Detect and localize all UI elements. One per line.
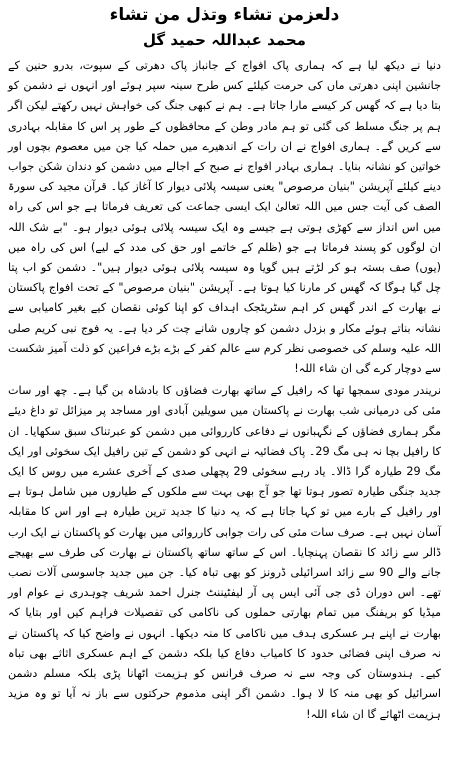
article-paragraph-2: نریندر مودی سمجھا تھا کہ رافیل کے ساتھ بھارت فضاؤں کا بادشاہ بن گیا ہے۔ چھ اور سات مئی کی درمیانی شب بھارت نے پاکستان میں سویلین آبادی اور مساجد پر میزائل تو داغ دیئے مگر ہماری فضاؤں کے نگہبانوں نے دفاعی کارروائی میں دشمن کو عبرتناک سبق سکھایا۔ ان کا رافیل بچا نہ ہی مگ 29۔ پاک فضائیہ نے انہی کو دشمن کے تین رافیل ایک سخوئی اور ایک مگ 29 طیارہ گرا ڈالا۔ یاد رہے سخوئی 29 پچھلی صدی کے آخری عشرے میں روس کا ایک جدید جنگی طیارہ تصور ہوتا تھا جو آج بھی بہت سے ملکوں کے طیاروں میں شامل ہوتا ہے اور رافیل کے بارے میں تو کہا جاتا ہے کہ یہ دنیا کا جدید ترین طیارہ ہے اور اس کا مقابلہ آسان نہیں ہے۔ صرف سات مئی کی رات جوابی کارروائی میں بھارت کو پاکستان نے ایک ارب ڈالر سے زائد کا نقصان پہنچایا۔ اس کے ساتھ ساتھ پاکستان نے بھارت کی طرف سے بھیجے جانے والے 90 سے زائد اسرائیلی ڈرونز کو بھی تباہ کیا۔ جن میں جدید جاسوسی آلات نصب تھے۔ اس دوران ڈی جی آئی ایس پی آر لیفٹیننٹ جنرل احمد شریف چوہدری نے عوام اور میڈیا کو بریفنگ میں تمام بھارتی حملوں کی ناکامی کی تفصیلات فراہم کیں اور بتایا کہ بھارت نے اپنے ہر عسکری ہدف میں ناکامی کا منہ دیکھا۔ انہوں نے واضح کیا کہ پاکستان نے نہ صرف اپنی فضائی حدود کا کامیاب دفاع کیا بلکہ دشمن کے اہم عسکری اثاثے بھی تباہ کیے۔ ہندوستان کی وجہ سے نہ صرف فرانس کو ہزیمت اٹھانا پڑی بلکہ مسلم دشمن اسرائیل کو بھی منہ کا لا ہوا۔ دشمن اگر اپنی مذموم حرکتوں سے باز نہ آیا تو وہ مزید ہزیمت اٹھائے گا ان شاء اللہ! bbox=[8, 384, 441, 721]
article-author: محمد عبداللہ حمید گل bbox=[143, 31, 306, 49]
article-paragraph-1: دنیا نے دیکھ لیا ہے کہ ہماری پاک افواج کے جانباز پاک دھرتی کے سپوت، بدرو حنین کے جانشین اپنی دھرتی ماں کی حرمت کیلئے کس طرح سینہ سپر ہوئے اور انہوں نے دشمن کو بتا دیا ہے کہ گھس کر کیسے مارا جاتا ہے۔ ہم نے کبھی جنگ کی خواہش نہیں رکھتے لیکن اگر ہم پر جنگ مسلط کی گئی تو ہم مادر وطن کے محافظوں کے طور پر اس کا مقابلہ بہادری سے کریں گے۔ ہماری افواج نے ان رات کے اندھیرے میں حملہ کیا جن میں معصوم بچوں اور خواتین کو نشانہ بنایا۔ ہماری بہادر افواج نے صبح کے اجالے میں دشمن کو دندان شکن جواب دینے کیلئے آپریشن "بنیان مرصوص" یعنی سیسہ پلائی دیوار کا آغاز کیا۔ قرآن مجید کی سورۃ الصف کی آیت جس میں اللہ تعالیٰ ایک ایسی جماعت کی تعریف فرماتا ہے جو اس کی راہ میں اس انداز سے کھڑی ہوتی ہے جیسے وہ ایک سیسہ پلائی ہوئی دیوار ہو۔ "بے شک اللہ ان لوگوں کو پسند فرماتا ہے جو (ظلم کے خاتمے اور حق کی مدد کے لیے) اس کی راہ میں (یوں) صف بستہ ہو کر لڑتے ہیں گویا وہ سیسہ پلائی ہوئی دیوار ہیں"۔ دشمن کو اب پتا چل گیا ہوگا کہ گھس کر مارنا کیا ہوتا ہے۔ آپریشن "بنیان مرصوص" کے تحت افواج پاکستان نے بھارت کے اندر گھس کر اہم سٹریٹجک اہداف کو اپنا کوئی نقصان کیے بغیر کامیابی سے نشانہ بناتے ہوئے مکار و بزدل دشمن کو چاروں شانے چت کر دیا ہے۔ یہ فوج نبی کریم صلی اللہ علیہ وسلم کی خصوصی نظر کرم سے عالم کفر کے بڑے بڑے فراعین کو ذلت آمیز شکست سے دوچار کرے گی ان شاء اللہ! bbox=[8, 59, 441, 376]
article-body bbox=[8, 56, 441, 725]
article-title: دلعزمن تشاء وتذل من تشاء bbox=[109, 5, 340, 25]
